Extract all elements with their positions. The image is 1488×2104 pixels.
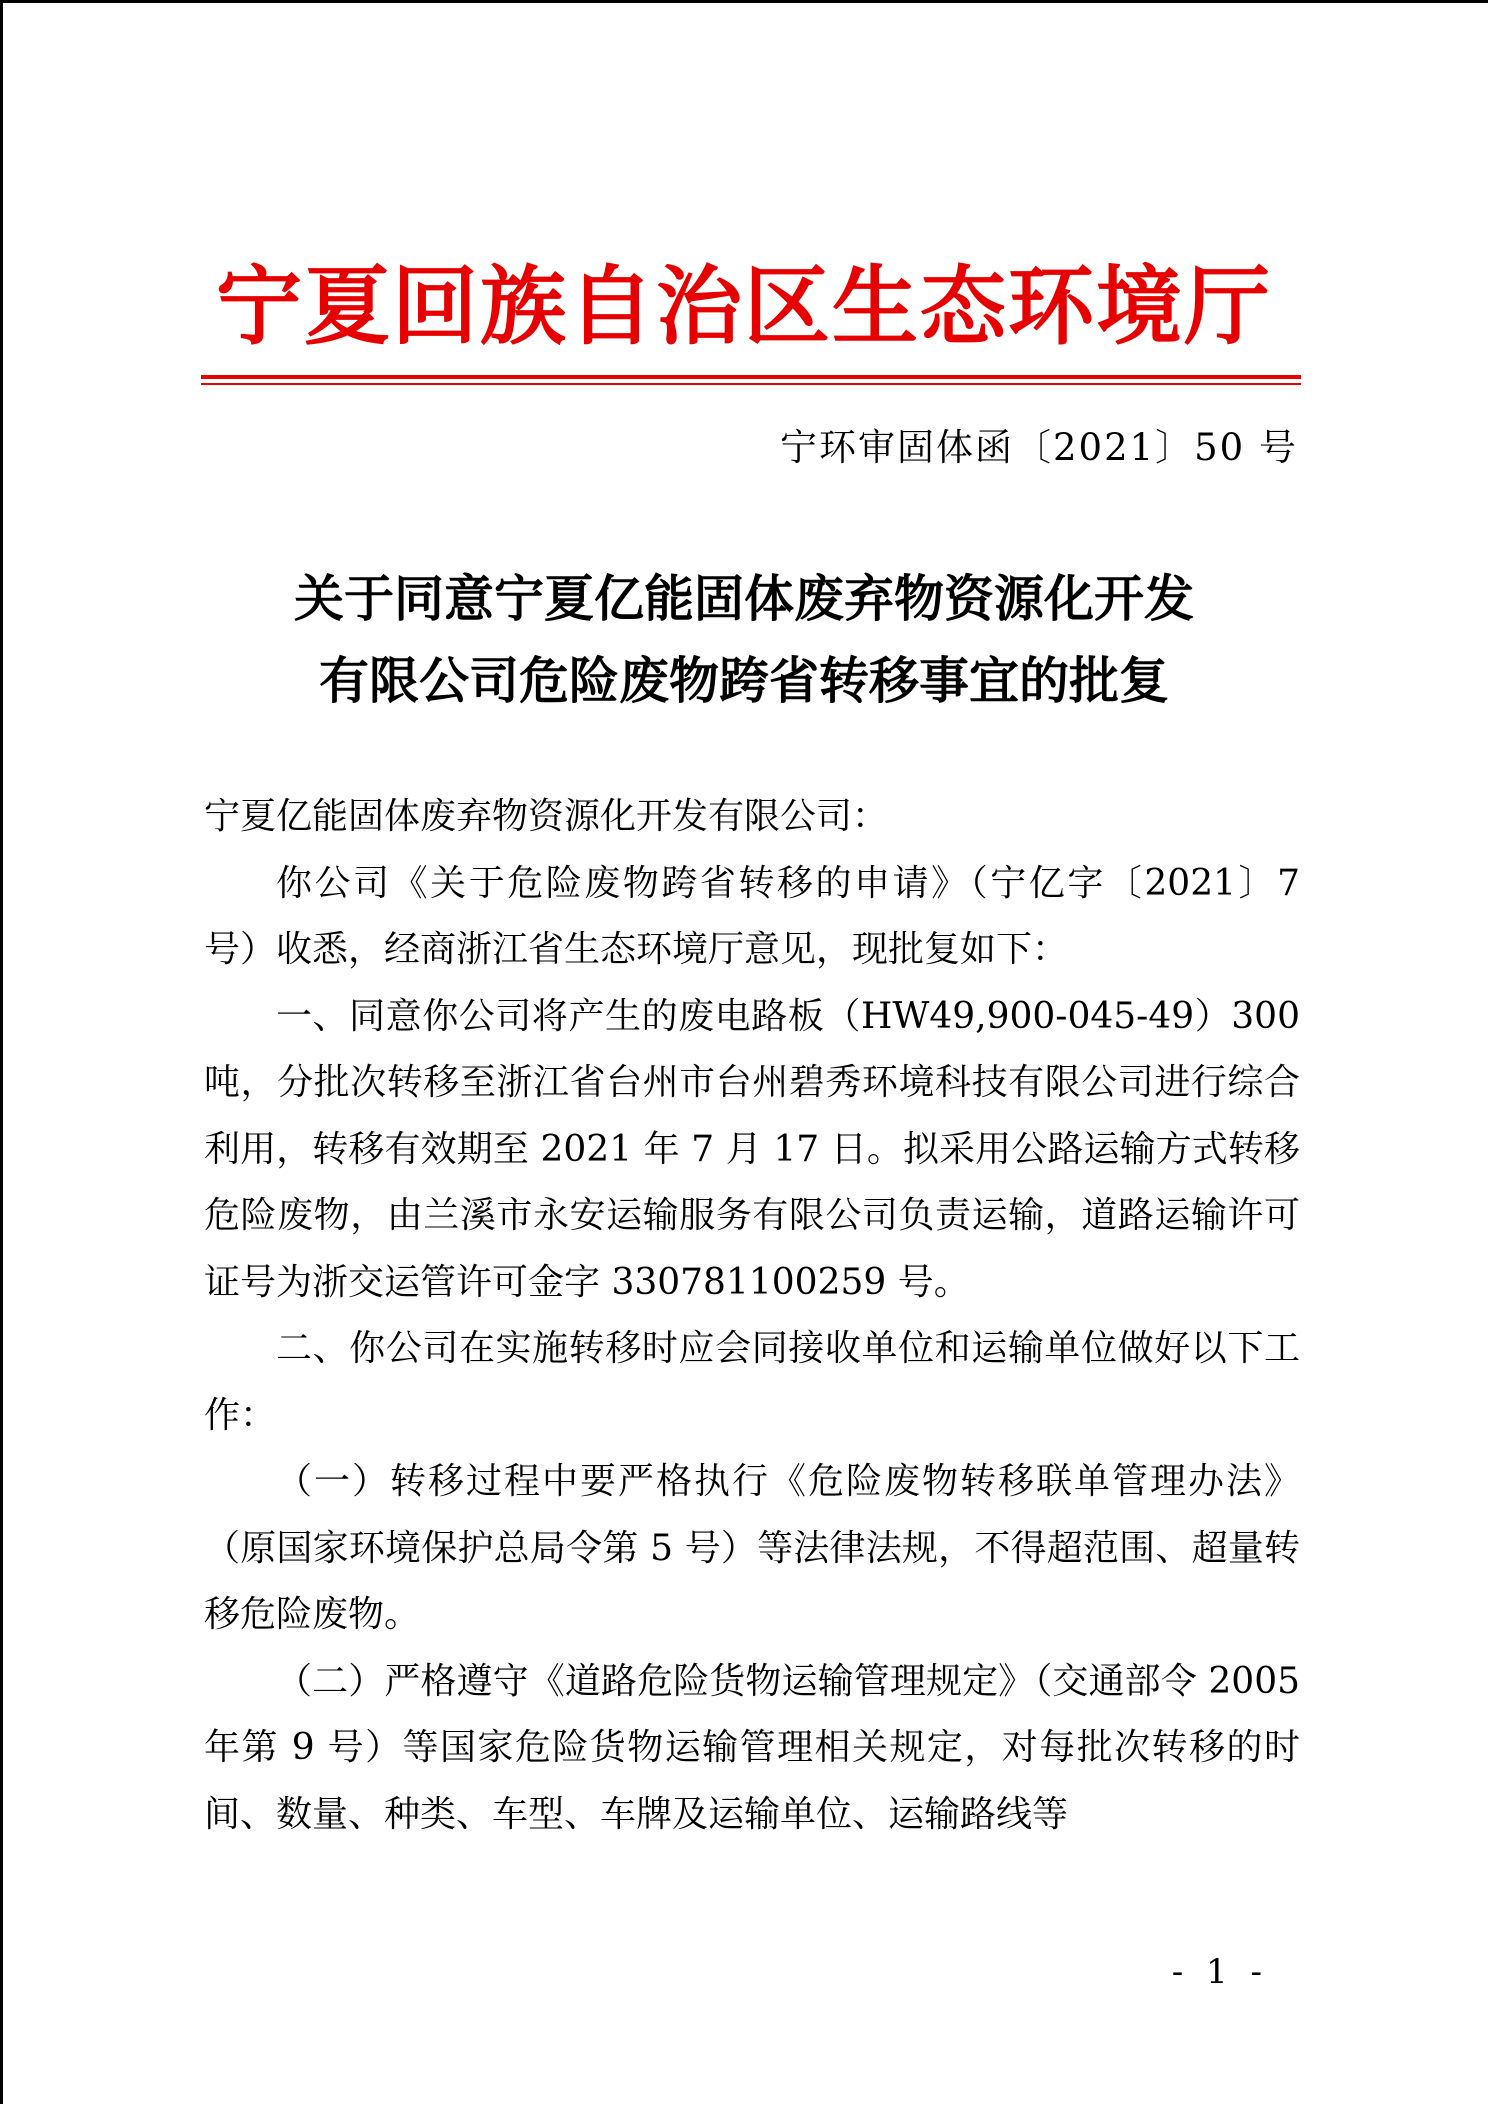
document-title xyxy=(160,558,1328,722)
title-line-1: 关于同意宁夏亿能固体废弃物资源化开发 xyxy=(294,570,1194,628)
document-body xyxy=(204,784,1300,1848)
paragraph-receipt: 你公司《关于危险废物跨省转移的申请》（宁亿字〔2021〕7 号）收悉，经商浙江省生态环境厅意见，现批复如下： xyxy=(204,862,1300,970)
paragraph-subitem-1: （一）转移过程中要严格执行《危险废物转移联单管理办法》（原国家环境保护总局令第 5 号）等法律法规，不得超范围、超量转移危险废物。 xyxy=(204,1461,1300,1635)
paragraph-item-2: 二、你公司在实施转移时应会同接收单位和运输单位做好以下工作： xyxy=(204,1328,1300,1436)
paragraph-subitem-2: （二）严格遵守《道路危险货物运输管理规定》（交通部令 2005 年第 9 号）等国家危险货物运输管理相关规定，对每批次转移的时间、数量、种类、车型、车牌及运输单位、运输路线等 xyxy=(204,1660,1300,1835)
salutation: 宁夏亿能固体废弃物资源化开发有限公司： xyxy=(204,796,889,837)
red-separator-line xyxy=(201,375,1301,379)
red-separator-line-thin xyxy=(201,383,1301,385)
title-line-2: 有限公司危险废物跨省转移事宜的批复 xyxy=(319,652,1169,710)
page-number: - 1 - xyxy=(1171,1952,1268,1992)
paragraph-item-1: 一、同意你公司将产生的废电路板（HW49,900-045-49）300 吨，分批次转移至浙江省台州市台州碧秀环境科技有限公司进行综合利用，转移有效期至 2021 年 7 月 17 日。拟采用公路运输方式转移危险废物，由兰溪市永安运输服务有限公司负责运输，道路运输许可证号为浙交运管许可金字 330781100259 号。 xyxy=(204,995,1300,1303)
issuer-header: 宁夏回族自治区生态环境厅 xyxy=(216,257,1272,357)
document-number: 宁环审固体函〔2021〕50 号 xyxy=(779,426,1298,469)
